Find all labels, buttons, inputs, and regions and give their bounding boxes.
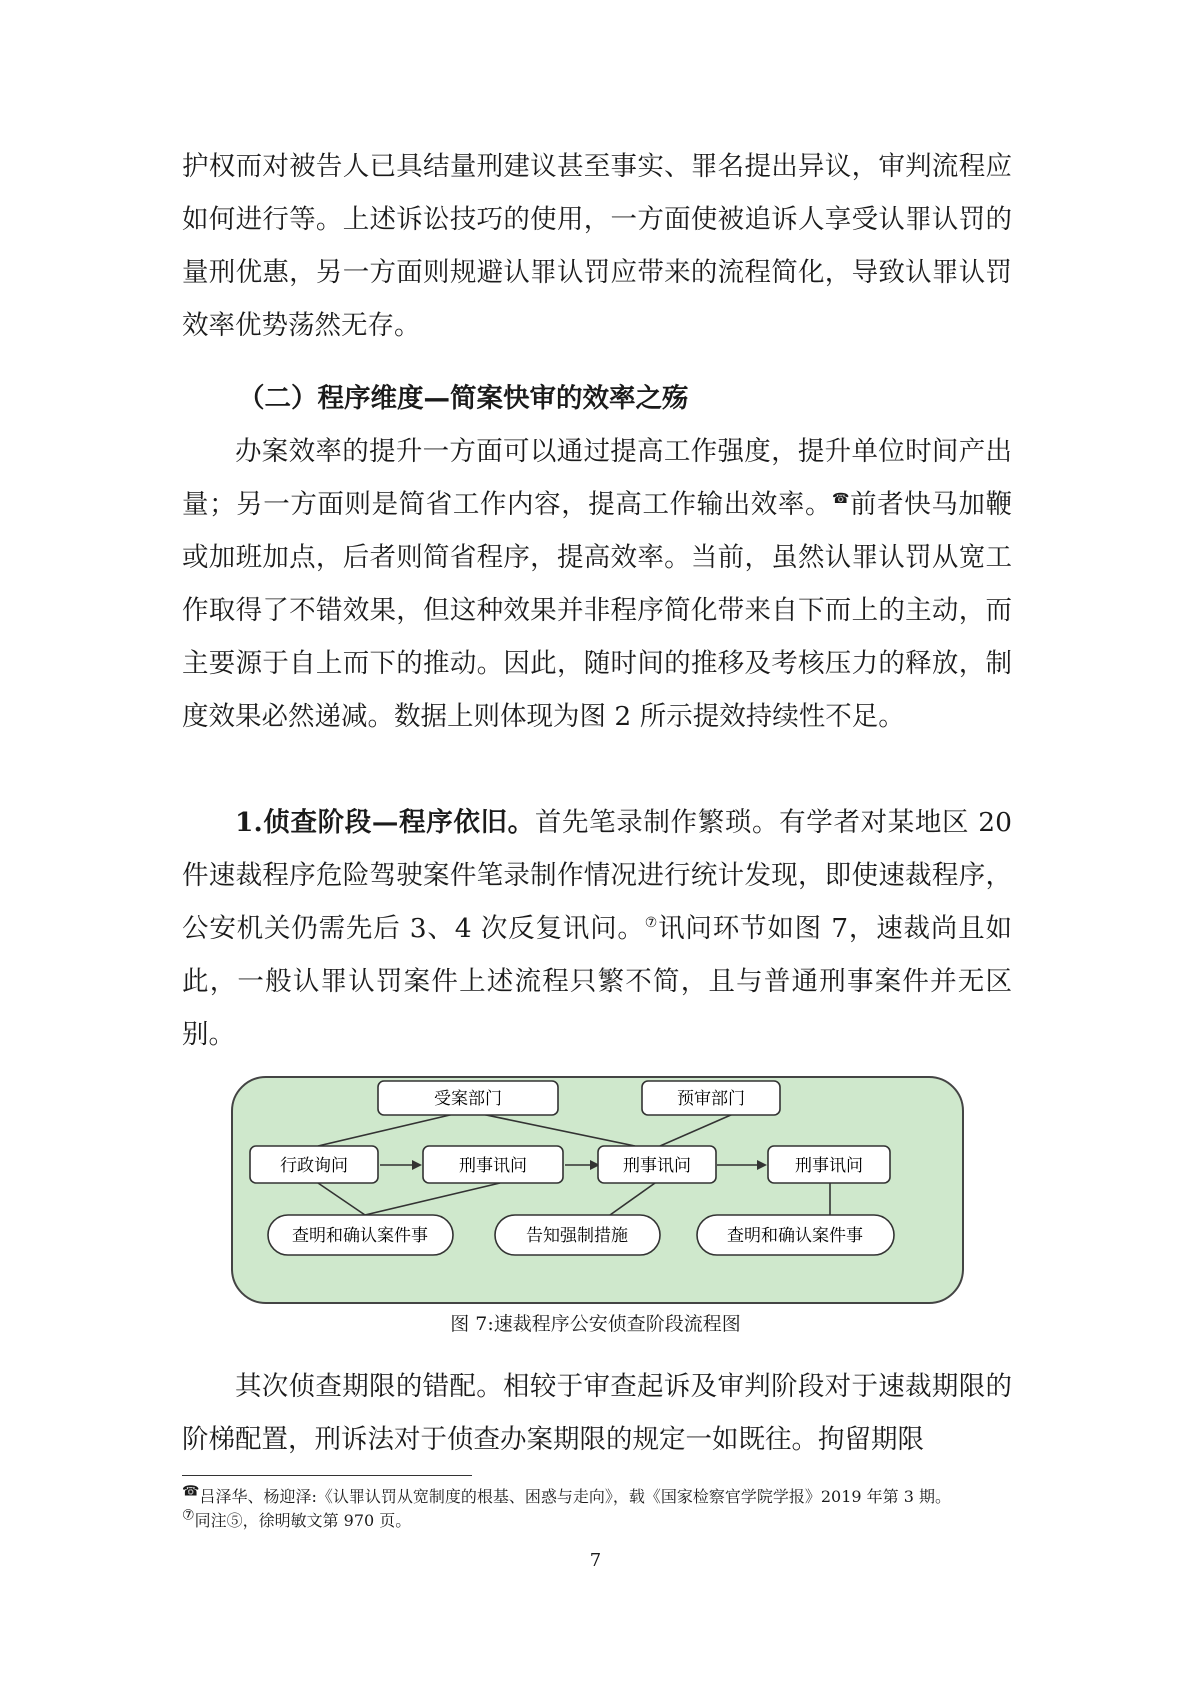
footnote-1-mark: ☎ xyxy=(182,1483,200,1500)
node-criminal-1-label: 刑事讯问 xyxy=(459,1156,527,1176)
node-pretrial-label: 预审部门 xyxy=(677,1089,745,1109)
node-criminal-interrogation-3 xyxy=(768,1146,890,1183)
flowchart-panel xyxy=(232,1077,963,1303)
node-notify-coercive-measures xyxy=(495,1215,660,1255)
footnote-1 xyxy=(182,1485,1022,1509)
flowchart-figure xyxy=(230,1075,965,1305)
node-intake-label: 受案部门 xyxy=(434,1089,502,1109)
node-verify-case-facts-2 xyxy=(697,1215,894,1255)
paragraph-3-text-b: 讯问环节如图 7，速裁尚且如此，一般认罪认罚案件上述流程只繁不简，且与普通刑事案件并无区别。 xyxy=(182,913,1012,1050)
figure-caption: 图 7:速裁程序公安侦查阶段流程图 xyxy=(450,1313,741,1335)
paragraph-3 xyxy=(182,796,1012,1061)
node-verify-1-label: 查明和确认案件事 xyxy=(292,1226,428,1246)
node-pretrial-department xyxy=(642,1081,780,1115)
paragraph-4: 其次侦查期限的错配。相较于审查起诉及审判阶段对于速裁期限的阶梯配置，刑诉法对于侦查办案期限的规定一如既往。拘留期限 xyxy=(182,1371,1012,1455)
footnote-ref-2[interactable]: ⑦ xyxy=(644,915,659,932)
paragraph-1: 护权而对被告人已具结量刑建议甚至事实、罪名提出异议，审判流程应如何进行等。上述诉讼技巧的使用，一方面使被追诉人享受认罪认罚的量刑优惠，另一方面则规避认罪认罚应带来的流程简化，导致认罪认罚效率优势荡然无存。 xyxy=(182,151,1012,341)
footnote-2-text: 同注⑤，徐明敏文第 970 页。 xyxy=(194,1511,412,1530)
page-number: 7 xyxy=(589,1550,602,1571)
node-verify-2-label: 查明和确认案件事 xyxy=(727,1226,863,1246)
footnote-separator xyxy=(182,1475,472,1476)
node-criminal-interrogation-1 xyxy=(423,1146,563,1183)
footnote-2-mark: ⑦ xyxy=(182,1507,195,1524)
paragraph-2-text-a: 办案效率的提升一方面可以通过提高工作强度，提升单位时间产出量；另一方面则是简省工作内容，提高工作输出效率。 xyxy=(182,436,1012,520)
node-notice-label: 告知强制措施 xyxy=(526,1226,628,1246)
paragraph-3-text-a: 首先笔录制作繁琐。有学者对某地区 20 件速裁程序危险驾驶案件笔录制作情况进行统计发现，即使速裁程序，公安机关仍需先后 3、4 次反复讯问。 xyxy=(182,807,1012,944)
node-criminal-3-label: 刑事讯问 xyxy=(795,1156,863,1176)
node-verify-case-facts-1 xyxy=(268,1215,453,1255)
node-criminal-interrogation-2 xyxy=(598,1146,716,1183)
paragraph-2 xyxy=(182,425,1012,743)
node-intake-department xyxy=(378,1081,558,1115)
footnote-1-text: 吕泽华、杨迎泽:《认罪认罚从宽制度的根基、困惑与走向》，载《国家检察官学院学报》2019 年第 3 期。 xyxy=(199,1487,952,1506)
section-heading: （二）程序维度—简案快审的效率之殇 xyxy=(238,383,689,414)
node-admin-label: 行政询问 xyxy=(280,1156,348,1176)
node-administrative-inquiry xyxy=(250,1146,378,1183)
footnote-2 xyxy=(182,1509,1022,1533)
footnote-ref-1[interactable]: ☎ xyxy=(832,491,851,508)
paragraph-2-text-b: 前者快马加鞭或加班加点，后者则简省程序，提高效率。当前，虽然认罪认罚从宽工作取得了不错效果，但这种效果并非程序简化带来自下而上的主动，而主要源于自上而下的推动。因此，随时间的推移及考核压力的释放，制度效果必然递减。数据上则体现为图 2 所示提效持续性不足。 xyxy=(182,489,1013,732)
paragraph-3-lead: 1.侦查阶段—程序依旧。 xyxy=(235,807,535,838)
footnotes xyxy=(182,1485,1022,1533)
node-criminal-2-label: 刑事讯问 xyxy=(623,1156,691,1176)
